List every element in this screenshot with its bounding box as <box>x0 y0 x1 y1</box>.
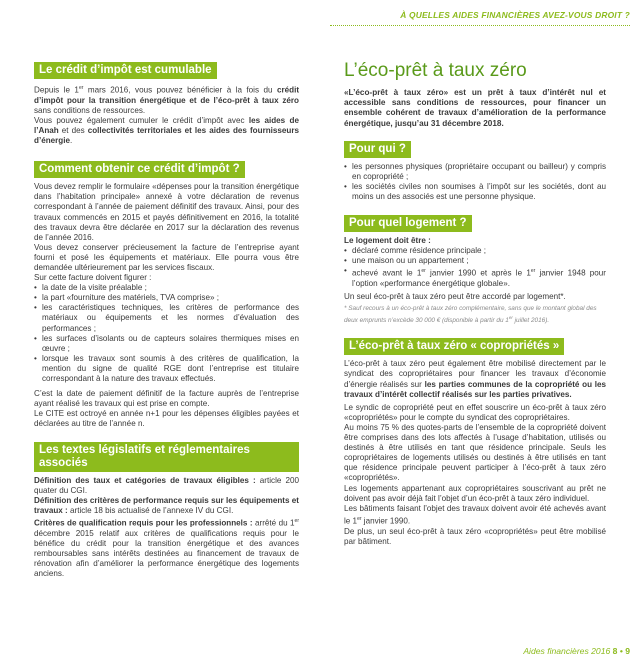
copro-paragraph-2: Le syndic de copropriété peut en effet souscrire un éco-prêt à taux zéro «copropriétés» pour le compte du syndicat des copropriétaires. <box>344 402 606 422</box>
running-header: À QUELLES AIDES FINANCIÈRES AVEZ-VOUS DROIT ? <box>400 10 630 20</box>
list-item: • les surfaces d’isolants ou de capteurs solaires thermiques mises en œuvre ; <box>34 334 299 354</box>
copro-paragraph-1: L’éco-prêt à taux zéro peut également être mobilisé directement par le syndicat des copropriétaires pour financer les travaux d’économie d’énergie réalisés sur les parties communes de la copropriété ou les travaux d’intérêt collectif réalisés sur les parties privatives. <box>344 359 606 399</box>
header-rule <box>330 25 630 26</box>
left-column <box>34 60 299 579</box>
logement-lead: Le logement doit être : <box>344 236 431 246</box>
pour-qui-list <box>344 162 606 202</box>
right-column <box>344 60 606 547</box>
list-item: • la part «fourniture des matériels, TVA comprise» ; <box>34 293 299 303</box>
facture-list <box>34 283 299 384</box>
footnote: * Sauf recours à un éco-prêt à taux zéro complémentaire, sans que le montant global des deux emprunts n’excède 30 000 € (disponible à partir du 1er juillet 2016). <box>344 305 597 324</box>
section-heading-logement: Pour quel logement ? <box>344 215 472 232</box>
copro-paragraph-6: De plus, un seul éco-prêt à taux zéro «copropriétés» peut être mobilisé par bâtiment. <box>344 526 606 546</box>
list-item: • déclaré comme résidence principale ; <box>344 246 606 256</box>
list-item: • achevé avant le 1er janvier 1990 et après le 1er janvier 1948 pour l’option «performance énergétique globale». <box>344 266 606 289</box>
list-item: • la date de la visite préalable ; <box>34 283 299 293</box>
section-heading-coproprietes: L’éco-prêt à taux zéro « copropriétés » <box>344 338 564 355</box>
eco-pret-intro: «L’éco-prêt à taux zéro» est un prêt à taux d’intérêt nul et accessible sans conditions de ressources, pour financer un ensemble cohérent de travaux d’amélioration de la performance énergétique, jusqu’au 31 décembre 2018. <box>344 88 606 128</box>
list-item: • les caractéristiques techniques, les critères de performance des matériaux ou équipements et les normes d’évaluation des performances ; <box>34 303 299 333</box>
obtenir-paragraph-5: Le CITE est octroyé en année n+1 pour les dépenses éligibles payées et déclarées au titre de l’année n. <box>34 409 299 429</box>
textes-paragraph-2: Définition des critères de performance requis sur les équipements et travaux : article 18 bis actualisé de l’annexe IV du CGI. <box>34 495 299 515</box>
cumul-paragraph-2: Vous pouvez également cumuler le crédit d’impôt avec les aides de l’Anah et des collectivités territoriales et les aides des fournisseurs d’énergie. <box>34 115 300 146</box>
footer-label: Aides financières 2016 <box>523 646 611 656</box>
list-item: • les personnes physiques (propriétaire occupant ou bailleur) y compris en copropriété ; <box>344 162 606 182</box>
page-footer <box>523 646 630 656</box>
list-item: • une maison ou un appartement ; <box>344 256 606 266</box>
copro-paragraph-3: Au moins 75 % des quotes-parts de l’ensemble de la copropriété doivent être comprises dans des lots affectés à l’usage d’habitation, utilisés ou destinés à être utilisés en tant que résidence principale. Seuls les copropriétaires de logements utilisés ou destinés à être utilisés en tant que résidence principale peuvent participer à l’éco-prêt à taux zéro «copropriétés». <box>344 422 606 483</box>
copro-paragraph-5: Les bâtiments faisant l’objet des travaux doivent avoir été achevés avant le 1er janvier 1990. <box>344 503 606 526</box>
logement-paragraph: Un seul éco-prêt à taux zéro peut être accordé par logement*. <box>344 292 566 302</box>
cumul-paragraph-1: Depuis le 1er mars 2016, vous pouvez bénéficier à la fois du crédit d’impôt pour la transition énergétique et de l’éco-prêt à taux zéro sans conditions de ressources. <box>34 85 300 115</box>
section-heading-cumul: Le crédit d’impôt est cumulable <box>34 62 217 79</box>
obtenir-paragraph-2: Vous devez conserver précieusement la facture de l’entreprise ayant fourni et posé les équipements et matériaux. Elle pourra vous être demandée ultérieurement par les services fiscaux. <box>34 242 299 272</box>
list-item: • lorsque les travaux sont soumis à des critères de qualification, la mention du signe de qualité RGE dont l’entreprise est titulaire correspondant à la nature des travaux effectués. <box>34 354 299 384</box>
section-heading-pour-qui: Pour qui ? <box>344 141 411 158</box>
obtenir-paragraph-1: Vous devez remplir le formulaire «dépenses pour la transition énergétique dans l’habitation principale» annexé à votre déclaration de revenus correspondant à l’année de paiement définitif des travaux. Ainsi, pour des travaux commencés en 2015 et payés définitivement en 2016, la totalité des travaux devra être déclarée en 2017 sur la déclaration des revenus de l’année 2016. <box>34 182 299 242</box>
obtenir-paragraph-4: C’est la date de paiement définitif de la facture auprès de l’entreprise ayant réalisé les travaux qui est prise en compte. <box>34 389 299 409</box>
logement-list <box>344 246 606 289</box>
copro-paragraph-4: Les logements appartenant aux copropriétaires souscrivant au prêt ne doivent pas avoir déjà fait l’objet d’un éco-prêt à taux zéro individuel. <box>344 483 606 503</box>
textes-paragraph-1: Définition des taux et catégories de travaux éligibles : article 200 quater du CGI. <box>34 475 299 495</box>
list-item: • les sociétés civiles non soumises à l’impôt sur les sociétés, dont au moins un des associés est une personne physique. <box>344 182 606 202</box>
textes-paragraph-3: Critères de qualification requis pour les professionnels : arrêté du 1er décembre 2015 relatif aux critères de qualifications requis pour le bénéfice du crédit pour la transition énergétique et des avances remboursables sans intérêts destinées au financement de travaux de rénovation afin d’améliorer la performance énergétique des logements anciens. <box>34 517 299 579</box>
section-heading-textes: Les textes législatifs et réglementaires associés <box>34 442 299 472</box>
page-numbers: 8 • 9 <box>612 646 630 656</box>
section-heading-obtenir: Comment obtenir ce crédit d’impôt ? <box>34 161 245 178</box>
page-title: L’éco-prêt à taux zéro <box>344 60 527 81</box>
obtenir-paragraph-3: Sur cette facture doivent figurer : <box>34 273 152 283</box>
